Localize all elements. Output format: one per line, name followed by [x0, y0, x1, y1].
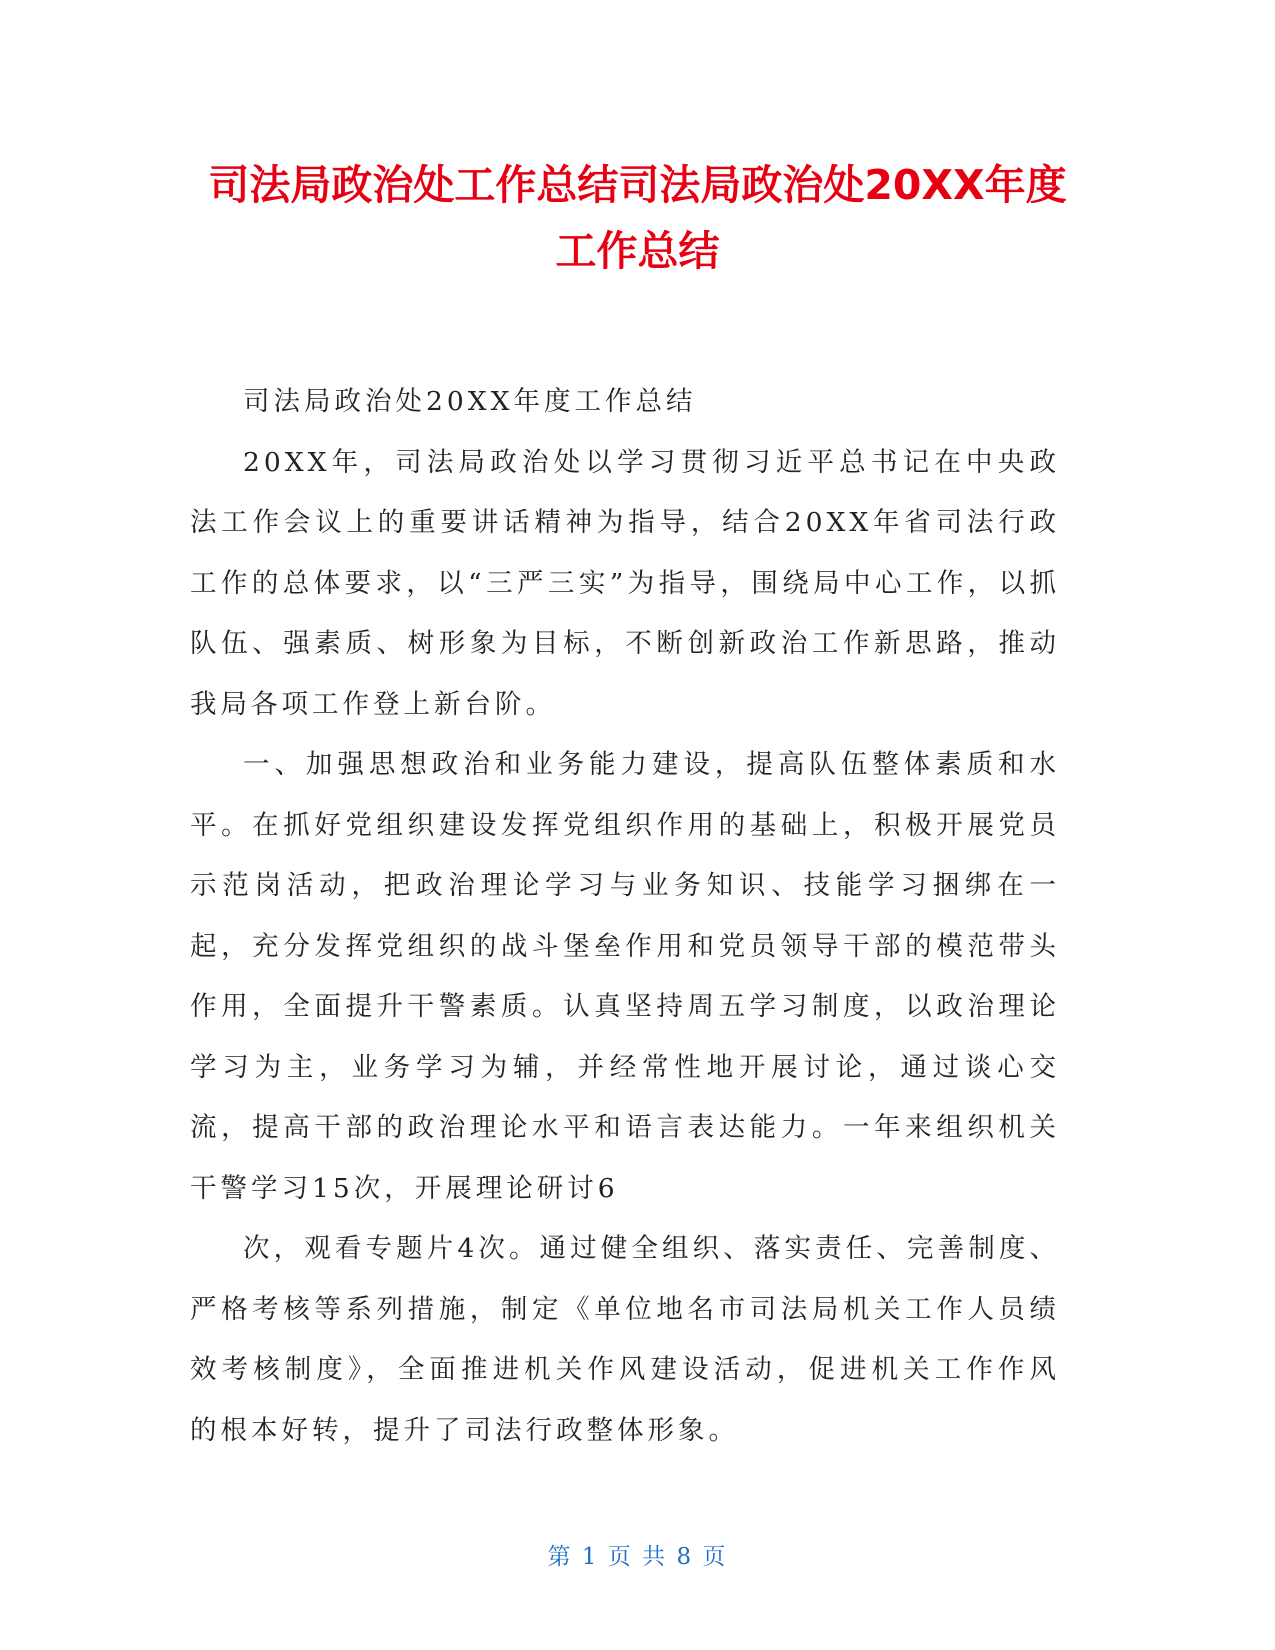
paragraph-section-1-cont: 次，观看专题片4次。通过健全组织、落实责任、完善制度、严格考核等系列措施，制定《单位地名市司法局机关工作人员绩效考核制度》，全面推进机关作风建设活动，促进机关工作作风的根本好转，提升了司法行政整体形象。: [190, 1233, 1060, 1446]
paragraph-section-1: 一、加强思想政治和业务能力建设，提高队伍整体素质和水平。在抓好党组织建设发挥党组织作用的基础上，积极开展党员示范岗活动，把政治理论学习与业务知识、技能学习捆绑在一起，充分发挥党组织的战斗堡垒作用和党员领导干部的模范带头作用，全面提升干警素质。认真坚持周五学习制度，以政治理论学习为主，业务学习为辅，并经常性地开展讨论，通过谈心交流，提高干部的政治理论水平和语言表达能力。一年来组织机关干警学习15次，开展理论研讨6: [190, 749, 1060, 1204]
paragraph-intro: 20XX年，司法局政治处以学习贯彻习近平总书记在中央政法工作会议上的重要讲话精神为指导，结合20XX年省司法行政工作的总体要求，以“三严三实”为指导，围绕局中心工作，以抓队伍、强素质、树形象为目标，不断创新政治工作新思路，推动我局各项工作登上新台阶。: [190, 446, 1060, 720]
page-number-footer: 第 1 页 共 8 页: [547, 1544, 728, 1570]
document-title: 司法局政治处工作总结司法局政治处20XX年度工作总结: [208, 161, 1067, 275]
document-subtitle: 司法局政治处20XX年度工作总结: [243, 386, 697, 417]
document-body: [190, 372, 1060, 1461]
